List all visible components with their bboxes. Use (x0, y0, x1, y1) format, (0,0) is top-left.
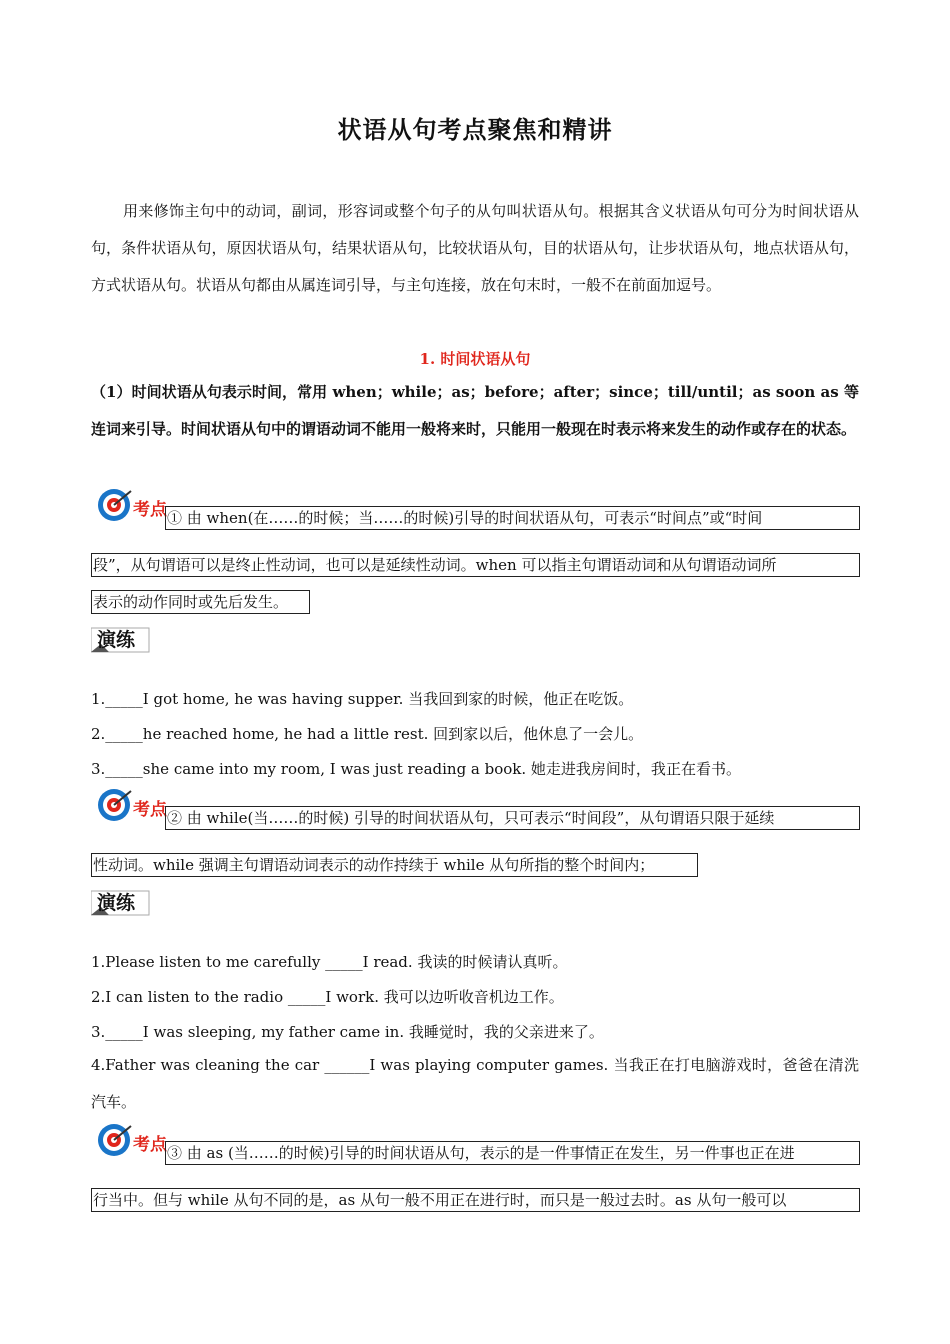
svg-text:演练: 演练 (97, 629, 136, 651)
time-clause-rule: （1）时间状语从句表示时间，常用 when；while；as；before；after；since；till/until；as soon as 等连词来引导。时间状语从句中的谓语动词不能用一般将来时，只能用一般现在时表示将来发生的动作或存在的状态。 (91, 383, 859, 438)
target-icon (97, 487, 167, 523)
point3-line2: 行当中。但与 while 从句不同的是，as 从句一般不用正在进行时，而只是一般过去时。as 从句一般可以 (91, 1188, 860, 1212)
exercise2-item: 1.Please listen to me carefully _____I read. 我读的时候请认真听。 (91, 953, 568, 971)
page-title: 状语从句考点聚焦和精讲 (337, 115, 613, 144)
point2-line2: 性动词。while 强调主句谓语动词表示的动作持续于 while 从句所指的整个时间内； (91, 853, 698, 877)
target-icon (97, 787, 167, 823)
practice-icon (91, 885, 155, 919)
svg-text:考点: 考点 (133, 800, 167, 820)
kaodian-badge (97, 1122, 167, 1158)
exercise1-item: 3._____she came into my room, I was just reading a book. 她走进我房间时，我正在看书。 (91, 760, 741, 778)
svg-text:考点: 考点 (133, 500, 167, 520)
exercise2-item: 3._____I was sleeping, my father came in. 我睡觉时，我的父亲进来了。 (91, 1023, 604, 1041)
exercise2-item: 2.I can listen to the radio _____I work. 我可以边听收音机边工作。 (91, 988, 564, 1006)
yanlian-badge (91, 885, 155, 919)
section-heading-time-clause: 1. 时间状语从句 (419, 350, 531, 368)
point1-line3: 表示的动作同时或先后发生。 (91, 590, 310, 614)
exercise2-item: 4.Father was cleaning the car ______I was playing computer games. 当我正在打电脑游戏时，爸爸在清洗汽车。 (91, 1056, 859, 1111)
exercise1-item: 2._____he reached home, he had a little rest. 回到家以后，他休息了一会儿。 (91, 725, 644, 743)
point1-line2: 段”，从句谓语可以是终止性动词，也可以是延续性动词。when 可以指主句谓语动词和从句谓语动词所 (91, 553, 860, 577)
point2-line1: ② 由 while(当……的时候) 引导的时间状语从句，只可表示“时间段”，从句谓语只限于延续 (165, 806, 860, 830)
kaodian-badge (97, 787, 167, 823)
target-icon (97, 1122, 167, 1158)
intro-paragraph: 用来修饰主句中的动词，副词，形容词或整个句子的从句叫状语从句。根据其含义状语从句可分为时间状语从句，条件状语从句，原因状语从句，结果状语从句，比较状语从句，目的状语从句，让步状语从句，地点状语从句，方式状语从句。状语从句都由从属连词引导，与主句连接，放在句末时，一般不在前面加逗号。 (91, 202, 859, 294)
svg-text:演练: 演练 (97, 892, 136, 914)
point1-line1: ① 由 when(在……的时候；当……的时候)引导的时间状语从句，可表示“时间点”或“时间 (165, 506, 860, 530)
yanlian-badge (91, 622, 155, 656)
practice-icon (91, 622, 155, 656)
kaodian-badge (97, 487, 167, 523)
svg-text:考点: 考点 (133, 1135, 167, 1155)
point3-line1: ③ 由 as (当……的时候)引导的时间状语从句，表示的是一件事情正在发生，另一件事也正在进 (165, 1141, 860, 1165)
exercise1-item: 1._____I got home, he was having supper. 当我回到家的时候，他正在吃饭。 (91, 690, 634, 708)
